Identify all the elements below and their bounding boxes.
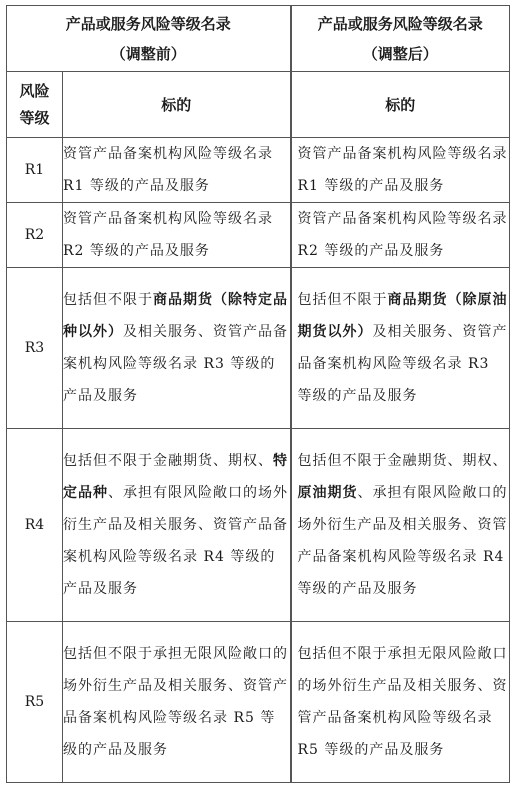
- before-cell: [63, 268, 291, 429]
- cell-text: 、承担有限风险敞口的场外衍生产品及相关服务、资管产品备案机构风险等级名录 R4 等级的产品及服务: [63, 485, 288, 597]
- cell-text: 资管产品备案机构风险等级名录 R2 等级的产品及服务: [297, 211, 508, 259]
- cell-text: 资管产品备案机构风险等级名录 R1 等级的产品及服务: [63, 146, 273, 194]
- header-after-sub: （调整后）: [362, 44, 438, 63]
- after-cell: [291, 268, 510, 429]
- after-cell: [291, 138, 510, 203]
- table-row: [7, 622, 510, 783]
- before-cell: [63, 138, 291, 203]
- cell-text: 包括但不限于: [297, 292, 388, 308]
- cell-text-bold: 商品期货（除特定品种以外）: [63, 292, 288, 340]
- before-cell: [63, 203, 291, 268]
- after-cell: [291, 622, 510, 783]
- table-row: [7, 138, 510, 203]
- header-risk-level: [7, 72, 63, 138]
- cell-text: 包括但不限于承担无限风险敞口的场外衍生产品及相关服务、资管产品备案机构风险等级名录 R5 等级的产品及服务: [297, 646, 508, 758]
- header-after-title: 产品或服务风险等级名录: [317, 14, 483, 33]
- risk-level-cell: R4: [7, 429, 63, 622]
- cell-text: 及相关服务、资管产品备案机构风险等级名录 R3 等级的产品及服务: [63, 324, 288, 404]
- header-level-line2: 等级: [19, 108, 50, 127]
- risk-level-cell: R3: [7, 268, 63, 429]
- risk-level-cell: R2: [7, 203, 63, 268]
- risk-level-cell: R1: [7, 138, 63, 203]
- header-before-title: 产品或服务风险等级名录: [65, 14, 231, 33]
- cell-text: 资管产品备案机构风险等级名录 R2 等级的产品及服务: [63, 211, 273, 259]
- table-header-row-sub: [7, 72, 510, 138]
- risk-level-table: [6, 5, 510, 783]
- after-cell: [291, 429, 510, 622]
- cell-text: 包括但不限于: [63, 292, 153, 308]
- cell-text: 、承担有限风险敞口的场外衍生产品及相关服务、资管产品备案机构风险等级名录 R4 等级的产品及服务: [297, 485, 508, 597]
- cell-text: 包括但不限于金融期货、期权、: [63, 453, 273, 469]
- header-after: [291, 6, 510, 72]
- cell-text-bold: 商品期货（除原油期货以外）: [297, 292, 508, 340]
- cell-text: 包括但不限于承担无限风险敞口的场外衍生产品及相关服务、资管产品备案机构风险等级名录 R5 等级的产品及服务: [63, 646, 288, 758]
- before-cell: [63, 429, 291, 622]
- header-level-line1: 风险: [19, 81, 50, 100]
- table-row: [7, 268, 510, 429]
- after-cell: [291, 203, 510, 268]
- cell-text: 包括但不限于金融期货、期权、: [297, 453, 508, 469]
- risk-level-cell: R5: [7, 622, 63, 783]
- before-cell: [63, 622, 291, 783]
- cell-text: 及相关服务、资管产品备案机构风险等级名录 R3 等级的产品及服务: [297, 324, 508, 404]
- header-before: [7, 6, 291, 72]
- header-before-sub: （调整前）: [110, 44, 186, 63]
- cell-text-bold: 原油期货: [297, 485, 358, 501]
- table-row: [7, 429, 510, 622]
- cell-text-bold: 特定品种: [63, 453, 288, 501]
- table-row: [7, 203, 510, 268]
- table-header-row-top: [7, 6, 510, 72]
- header-col-before: 标的: [63, 72, 291, 138]
- header-col-after: 标的: [291, 72, 510, 138]
- cell-text: 资管产品备案机构风险等级名录 R1 等级的产品及服务: [297, 146, 508, 194]
